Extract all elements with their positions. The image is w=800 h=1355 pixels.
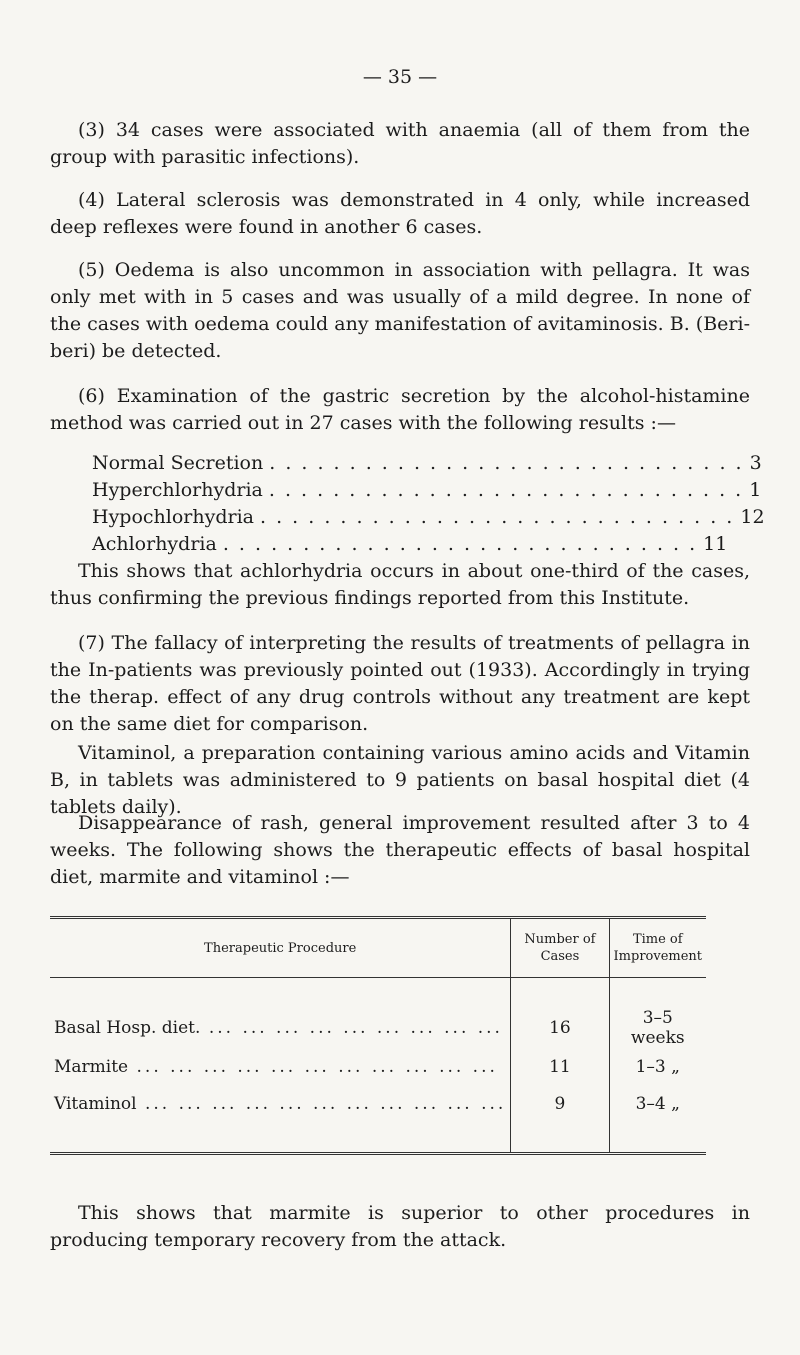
procedure-cell: Vitaminol ... ... ... ... ... ... ... ... ... ... ... (54, 1093, 507, 1114)
table-row (50, 1085, 706, 1122)
result-value: 1 (749, 479, 762, 501)
leader-dots: . . . . . . . . . . . . . . . . . . . . . . . . . . . . . . (269, 452, 744, 474)
header-time: Time of Improvement (609, 918, 706, 978)
paragraph-3: (3) 34 cases were associated with anaemia (all of them from the group with parasitic infections). (50, 119, 750, 168)
closing-paragraph: This shows that marmite is superior to other procedures in producing temporary recovery from the attack. (50, 1202, 750, 1251)
paragraph-6-conclusion: This shows that achlorhydria occurs in about one-third of the cases, thus confirming the previous findings reported from this Institute. (50, 560, 750, 609)
result-row (92, 531, 728, 558)
therapeutic-table (50, 916, 706, 1155)
cases-cell: 9 (511, 1085, 609, 1122)
leader-dots: . . . . . . . . . . . . . . . . . . . . . . . . . . . . . . (260, 506, 735, 528)
leader-dots: . . . . . . . . . . . . . . . . . . . . . . . . . . . . . . (222, 533, 698, 555)
result-label: Hypochlorhydria (92, 506, 255, 528)
header-procedure: Therapeutic Procedure (50, 918, 511, 978)
gastric-results-list (92, 450, 765, 558)
result-label: Hyperchlorhydria (92, 479, 263, 501)
time-cell: 1–3 „ (609, 1048, 706, 1085)
result-label: Achlorhydria (92, 533, 217, 555)
result-row (92, 450, 762, 477)
table-row (50, 1048, 706, 1085)
page-number: — 35 — (362, 66, 438, 88)
cases-cell: 11 (511, 1048, 609, 1085)
result-row (92, 504, 765, 531)
result-value: 11 (703, 533, 728, 555)
table-row (50, 1008, 706, 1048)
paragraph-7: (7) The fallacy of interpreting the results of treatments of pellagra in the In-patients was previously pointed out (1933). Accordingly in trying the therap. effect of any drug controls without any treatment are kept on the same diet for comparison. (50, 632, 750, 735)
paragraph-4: (4) Lateral sclerosis was demonstrated in 4 only, while increased deep reflexes were found in another 6 cases. (50, 189, 750, 238)
result-label: Normal Secretion (92, 452, 264, 474)
table-header-row (50, 918, 706, 978)
time-cell: 3–5 weeks (609, 1008, 706, 1048)
paragraph-5: (5) Oedema is also uncommon in association with pellagra. It was only met with in 5 cases and was usually of a mild degree. In none of the cases with oedema could any manifestation of avitaminosis. B. (Beri-beri) be detected. (50, 259, 750, 362)
paragraph-7-vitaminol: Vitaminol, a preparation containing various amino acids and Vitamin B, in tablets was administered to 9 patients on basal hospital diet (4 tablets daily). (50, 742, 750, 818)
result-row (92, 477, 762, 504)
leader-dots: . . . . . . . . . . . . . . . . . . . . . . . . . . . . . . (268, 479, 744, 501)
header-cases: Number of Cases (511, 918, 609, 978)
result-value: 3 (749, 452, 762, 474)
paragraph-7-results: Disappearance of rash, general improvement resulted after 3 to 4 weeks. The following shows the therapeutic effects of basal hospital diet, marmite and vitaminol :— (50, 812, 750, 888)
result-value: 12 (740, 506, 765, 528)
paragraph-6: (6) Examination of the gastric secretion by the alcohol-histamine method was carried out in 27 cases with the following results :— (50, 385, 750, 434)
time-cell: 3–4 „ (609, 1085, 706, 1122)
procedure-cell: Basal Hosp. diet. ... ... ... ... ... ... ... ... ... (54, 1018, 503, 1038)
procedure-cell: Marmite ... ... ... ... ... ... ... ... ... ... ... (54, 1056, 498, 1077)
cases-cell: 16 (511, 1008, 609, 1048)
